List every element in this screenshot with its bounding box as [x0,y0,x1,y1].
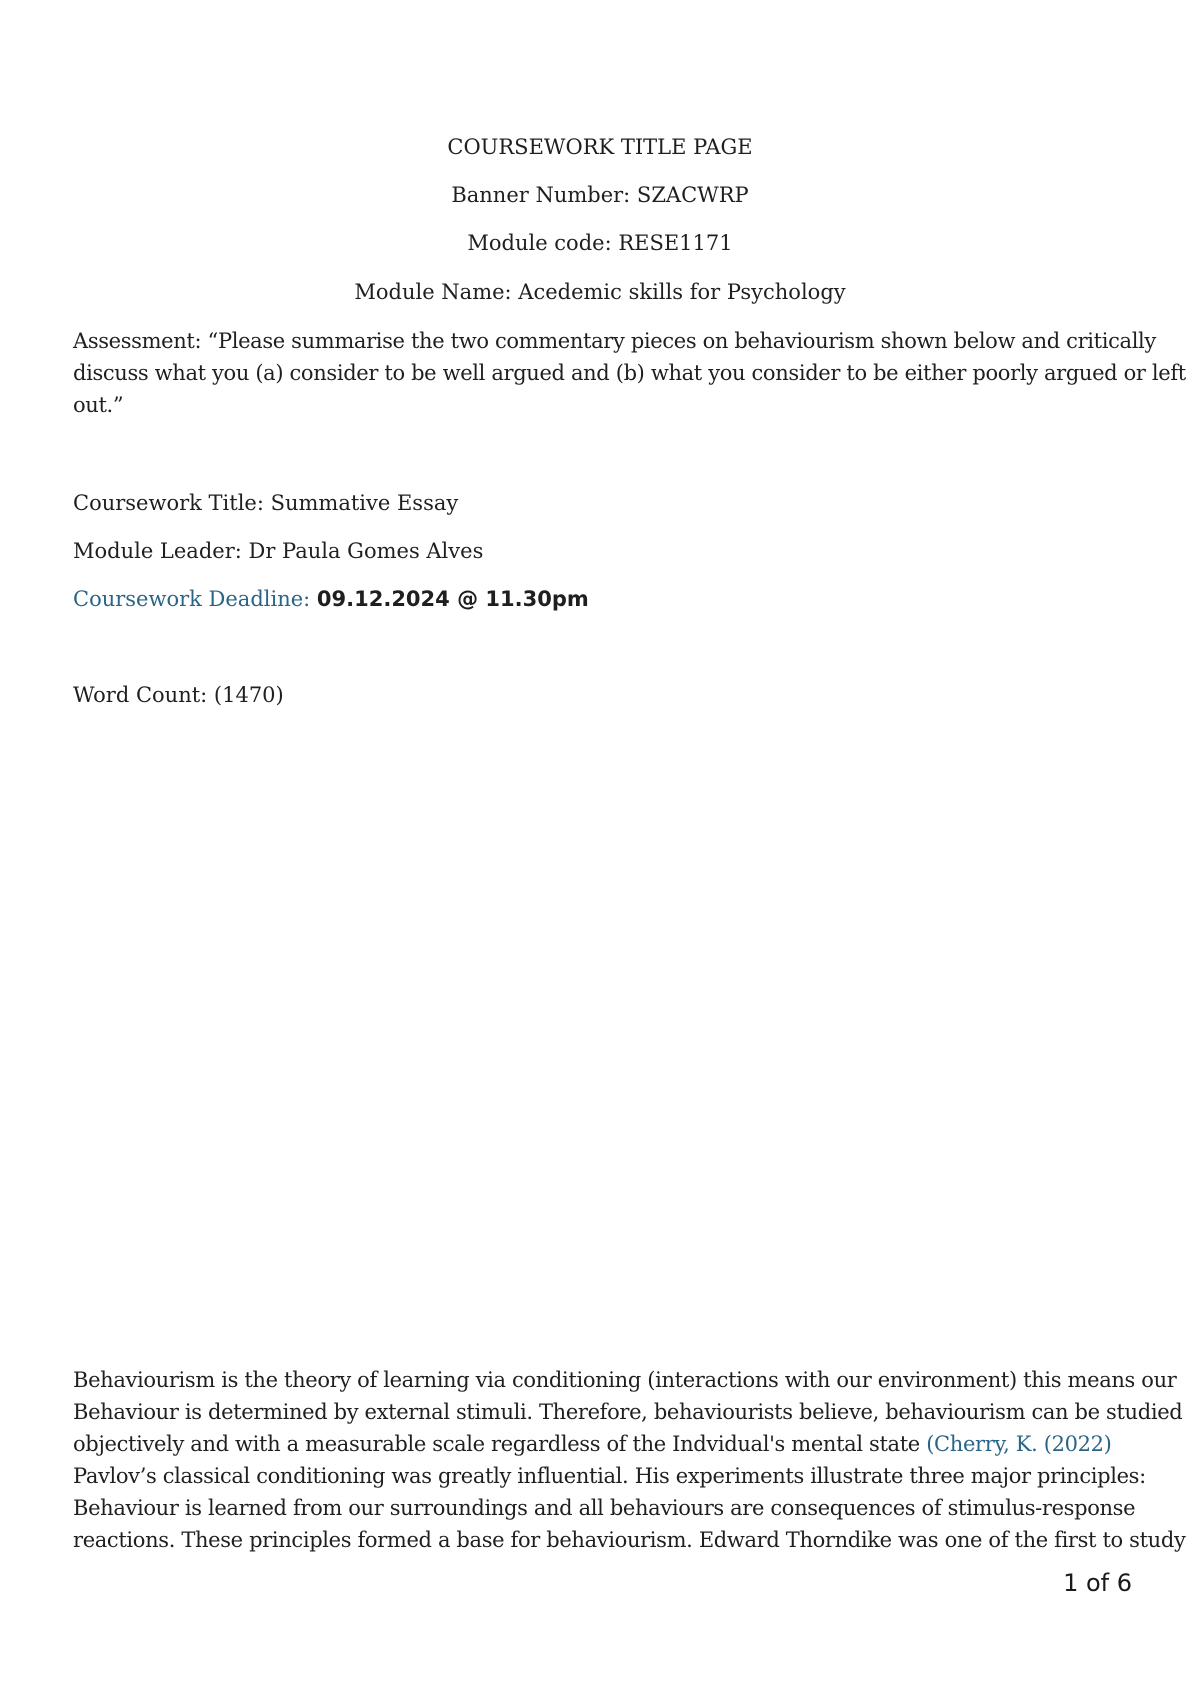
body-line: Pavlov’s classical conditioning was greatly influential. His experiments illustrate three major principles: [73,1464,1146,1488]
body-line [73,1428,1135,1460]
coursework-deadline [73,585,1133,613]
coursework-title: Coursework Title: Summative Essay [73,491,459,515]
essay-body-paragraph [73,1364,1186,1556]
module-code: Module code: RESE1171 [467,231,733,255]
body-line: Behaviour is learned from our surroundings and all behaviours are consequences of stimulus-response [73,1496,1136,1520]
assessment-line: out.” [73,393,124,417]
deadline-value: 09.12.2024 @ 11.30pm [316,587,589,611]
word-count: Word Count: (1470) [73,683,284,707]
body-line: Behaviour is determined by external stimuli. Therefore, behaviourists believe, behaviourism can be studied [73,1400,1183,1424]
module-name: Module Name: Acedemic skills for Psychology [354,280,846,304]
body-line-text: objectively and with a measurable scale regardless of the Indvidual's mental state [73,1432,920,1456]
module-leader: Module Leader: Dr Paula Gomes Alves [73,539,484,563]
assessment-line: discuss what you (a) consider to be well argued and (b) what you consider to be either poorly argued or left [73,361,1186,385]
page-heading: COURSEWORK TITLE PAGE [447,135,753,159]
page-number: 1 of 6 [1063,1569,1132,1597]
body-line: reactions. These principles formed a base for behaviourism. Edward Thorndike was one of the first to study [73,1528,1186,1552]
banner-number: Banner Number: SZACWRP [451,183,749,207]
assessment-line: Assessment: “Please summarise the two commentary pieces on behaviourism shown below and critically [73,329,1156,353]
body-line: Behaviourism is the theory of learning via conditioning (interactions with our environment) this means our [73,1368,1177,1392]
citation-link[interactable]: (Cherry, K. (2022) [926,1432,1112,1456]
deadline-label: Coursework Deadline: [73,587,311,611]
assessment-paragraph [73,325,1186,421]
